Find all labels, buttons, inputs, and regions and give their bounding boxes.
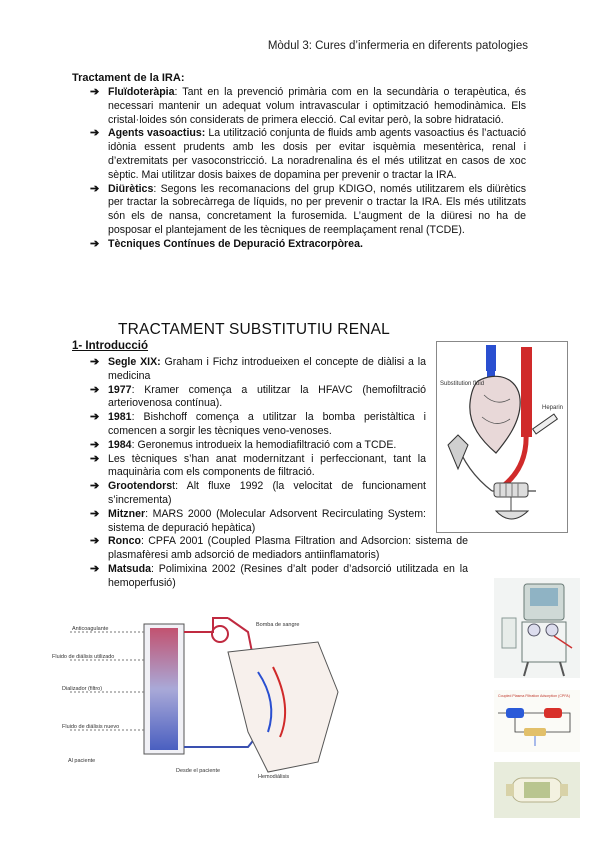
arrow-bullet-icon: ➔ <box>90 480 100 493</box>
filter-icon <box>494 483 528 497</box>
arrow-bullet-icon: ➔ <box>90 356 100 368</box>
list-item <box>90 182 526 238</box>
adsorption-cartridge-icon <box>544 708 562 718</box>
item-term: Grootendors <box>108 480 173 493</box>
item-term: Tècniques Contínues de Depuració Extracorpòrea. <box>108 237 363 250</box>
from-patient-label: Desde el paciente <box>176 768 221 774</box>
item-term: 1984 <box>108 438 132 451</box>
vein-vessel <box>486 345 496 371</box>
item-term: Matsuda <box>108 562 151 575</box>
dialyzer-label: Dializador (filtro) <box>62 686 103 692</box>
item-text: : Segons les recomanacions del grup KDIGO, només utilitzarem els diürètics per tractar la sobrecàrrega de líquids, no per prevenir o tractar la IRA. Els més utilitzats són els de nansa, concretament la furosemida. L’augment de la diüresi no ha de posposar el plantejament de les tècniques de reemplaçament renal (TCDE). <box>108 182 526 236</box>
to-patient-label: Al paciente <box>68 758 96 764</box>
arrow-bullet-icon: ➔ <box>90 452 100 465</box>
list-item <box>90 237 526 252</box>
ira-section-title: Tractament de la IRA: <box>72 72 185 84</box>
item-text: La utilització conjunta de fluids amb agents vasoactius és l’actuació idònia essent prudents amb les dosis per evitar isquèmia mesentèrica, renal i d’extremitats per vasoconstricció. La noradrenalina és el més utilitzat en casos de xoc sèptic. Mai utilitzar dosis baixes de dopamina per prevenir o tractar la IRA. <box>108 127 526 181</box>
item-text: : MARS 2000 (Molecular Adsorvent Recirculating System: sistema de depuració hepàtica) <box>108 507 426 534</box>
tsr-title: TRACTAMENT SUBSTITUTIU RENAL <box>118 321 390 338</box>
item-term: Fluïdoteràpia <box>108 86 175 98</box>
new-fluid-label: Fluido de diálisis nuevo <box>62 724 120 730</box>
item-text: : Bishchoff comença a utilitzar la bomba peristàltica i comencen a sorgir les tècniques veno-venoses. <box>108 411 426 437</box>
machine-screen-icon <box>530 588 558 606</box>
artery-vessel <box>521 347 532 437</box>
item-text: Graham i Fichz introdueixen el concepte de diàlisi a la medicina <box>108 356 426 382</box>
item-term: 1981 <box>108 411 132 424</box>
extracorporeal-circuit-figure <box>436 341 568 533</box>
item-term: Ronco <box>108 535 141 548</box>
list-item <box>90 452 426 481</box>
list-item <box>90 480 426 508</box>
ira-treatment-list <box>90 86 526 252</box>
list-item <box>90 535 468 563</box>
dialysis-machine-photo <box>494 578 580 678</box>
substitution-label: Substitution fluid <box>440 381 485 387</box>
hemodialysis-diagram <box>48 612 348 782</box>
list-item <box>90 356 426 384</box>
cpfa-diagram <box>494 690 580 752</box>
hemodialysis-caption: Hemodiálisis <box>258 774 290 780</box>
arrow-bullet-icon: ➔ <box>90 507 100 520</box>
list-item <box>90 86 526 127</box>
cpfa-title: Coupled Plasma Filtration Adsorption (CPFA) <box>498 694 570 698</box>
list-item <box>90 507 426 536</box>
arrow-bullet-icon: ➔ <box>90 383 100 396</box>
used-fluid-label: Fluido de diálisis utilizado <box>52 654 115 660</box>
list-item <box>90 438 426 453</box>
item-text: : Tant en la prevenció primària com en la secundària o terapèutica, és necessari mantenir un adequat volum intravascular i optimització hemodinàmica. Els cristal·loides són considerats de primera elecció. Cal evitar però, la sobre hidratació. <box>108 86 526 126</box>
item-term: Segle XIX: <box>108 356 161 368</box>
item-text: Les tècniques s’han anat modernitzant i perfeccionant, tant la maquinària com els components de filtració. <box>108 452 426 479</box>
arrow-bullet-icon: ➔ <box>90 127 100 140</box>
item-term: Mitzner <box>108 507 146 520</box>
arrow-bullet-icon: ➔ <box>90 182 100 195</box>
adsorption-cartridge-photo <box>494 762 580 818</box>
pump-label: Bomba de sangre <box>256 622 300 628</box>
arrow-bullet-icon: ➔ <box>90 438 100 451</box>
item-term: Diürètics <box>108 182 154 195</box>
arrow-bullet-icon: ➔ <box>90 562 100 575</box>
arrow-bullet-icon: ➔ <box>90 237 100 250</box>
item-text: : Geronemus introdueix la hemodiafiltració com a TCDE. <box>131 438 397 451</box>
arrow-bullet-icon: ➔ <box>90 86 100 98</box>
item-term: Agents vasoactius: <box>108 127 206 140</box>
item-text: : Polimixina 2002 (Resines d’alt poder d’adsorció utilitzada en la hemoperfusió) <box>108 562 468 589</box>
tsr-subtitle: 1- Introducció <box>72 340 149 352</box>
item-text: : CPFA 2001 (Coupled Plasma Filtration and Adsorcion: sistema de plasmafèresi amb adsorció de mediadors antiinflamatoris) <box>108 535 468 562</box>
anticoagulant-label: Anticoagulante <box>72 626 109 632</box>
plasma-filter-icon <box>506 708 524 718</box>
list-item <box>90 127 526 182</box>
item-text: : Kramer comença a utilitzar la HFAVC (hemofiltració arteriovenosa contínua). <box>108 383 426 410</box>
arrow-bullet-icon: ➔ <box>90 411 100 424</box>
item-term: 1977 <box>108 383 132 396</box>
arrow-bullet-icon: ➔ <box>90 535 100 548</box>
hemofilter-icon <box>524 728 546 736</box>
item-text: t: Alt fluxe 1992 (la velocitat de funcionament s’incrementa) <box>108 480 426 506</box>
list-item <box>90 411 426 439</box>
page-header: Mòdul 3: Cures d’infermeria en diferents patologies <box>267 40 528 52</box>
list-item <box>90 562 468 591</box>
heparin-label: Heparin <box>542 405 564 411</box>
list-item <box>90 383 426 412</box>
